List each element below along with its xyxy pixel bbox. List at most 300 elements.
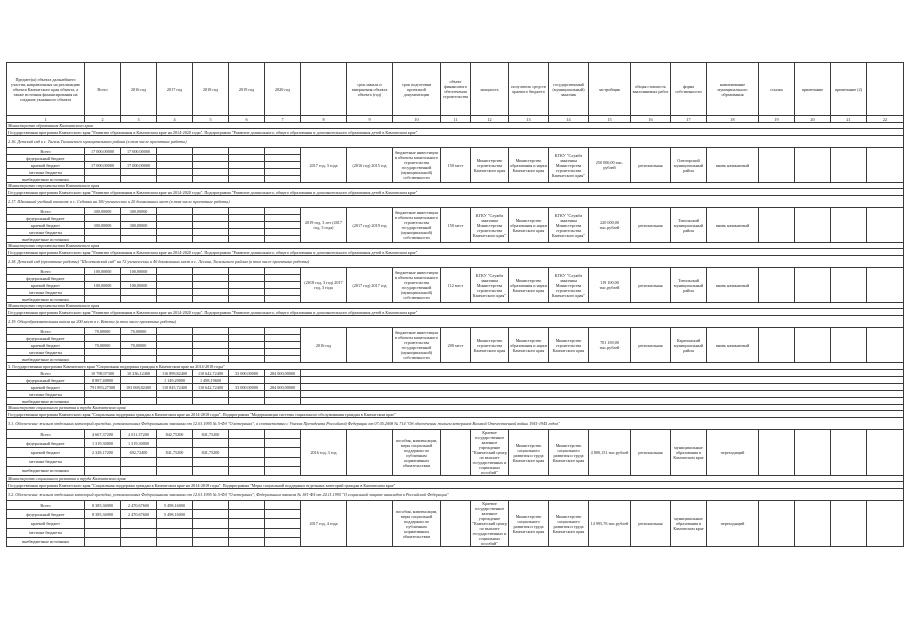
- recipient-cell: Краевое государственное казенное учреждение "Камчатский центр по выплате государственных и социальных пособий": [472, 430, 507, 475]
- finance-value: [265, 328, 301, 335]
- municipality-cell: Карагинский муниципальный район: [671, 328, 707, 363]
- finance-value: [157, 208, 193, 215]
- document-sheet: [6, 62, 899, 547]
- municipality-cell: Тигильский муниципальный район: [671, 208, 707, 243]
- empty-cell: [867, 268, 904, 303]
- object-row-text: 2.18. Детский сад (проектные работы) "Шелезновский сад" на 72 ученических и 40 дошкольных мест в с. Лесная, Тигильского района (в том числе проектные работы): [7, 256, 904, 268]
- col-header: получатель средств краевого бюджета: [509, 63, 549, 116]
- finance-value: [229, 519, 265, 528]
- finance-value: 100,00000: [85, 282, 121, 289]
- empty-cell: [759, 208, 795, 243]
- finance-value: 70,00000: [121, 342, 157, 349]
- finance-value: [265, 335, 301, 342]
- finance-value: [193, 215, 229, 222]
- finance-label: федеральный бюджет: [7, 335, 85, 342]
- program-row: [7, 189, 904, 196]
- finance-value: [229, 537, 265, 546]
- summary-value: [121, 391, 157, 398]
- cost-cell: 701 169,00 тыс.рублей: [589, 328, 631, 363]
- summary-label: краевой бюджет: [7, 384, 85, 391]
- finance-label: местные бюджеты: [7, 349, 85, 356]
- finance-value: [193, 162, 229, 169]
- summary-value: [85, 398, 121, 405]
- municipality-cell: Тигильский муниципальный район: [671, 268, 707, 303]
- finance-value: [265, 148, 301, 155]
- finance-value: [121, 537, 157, 546]
- finance-label: внебюджетные источники: [7, 296, 85, 303]
- summary-value: 791 893,27300: [85, 384, 121, 391]
- col-number: 18: [707, 116, 759, 123]
- finance-value: [229, 289, 265, 296]
- summary-row: [7, 391, 904, 398]
- finance-label: внебюджетные источники: [7, 236, 85, 243]
- col-header: ссылка: [759, 63, 795, 116]
- finance-value: [193, 148, 229, 155]
- ownership-cell: региональная: [631, 268, 671, 303]
- summary-row: [7, 384, 904, 391]
- finance-value: [85, 528, 121, 537]
- finance-value: [85, 289, 121, 296]
- finance-value: 4 667,37200: [85, 430, 121, 439]
- finance-value: [157, 335, 193, 342]
- finance-value: 300,00000: [85, 222, 121, 229]
- design-cell: [347, 430, 393, 476]
- object-row: [7, 136, 904, 148]
- finance-value: 17 000,00000: [121, 148, 157, 155]
- finance-value: [85, 215, 121, 222]
- col-header: [301, 63, 347, 116]
- finance-value: [121, 296, 157, 303]
- finance-value: [193, 349, 229, 356]
- finance-value: [229, 275, 265, 282]
- object-row-text: 3.1. Обеспечение жильем отдельных категорий граждан, установленных Федеральными законами от 12.01.1995 № 5-ФЗ "О ветеранах", в соответствии с Указом Президента Российской Федерации от 07.05.2008 № 714 "Об обеспечении жильем ветеранов Великой Отечественной войны 1941-1945 годов": [7, 418, 904, 430]
- finance-label: внебюджетные источники: [7, 356, 85, 363]
- col-number: 11: [441, 116, 471, 123]
- finance-value: [229, 528, 265, 537]
- finance-label: местные бюджеты: [7, 528, 85, 537]
- finance-value: [265, 356, 301, 363]
- col-number: 15: [589, 116, 631, 123]
- finance-value: [229, 282, 265, 289]
- col-header: 2019 год: [229, 63, 265, 116]
- finance-value: [193, 528, 229, 537]
- ownership-cell: региональная: [631, 501, 671, 547]
- finance-value: [229, 155, 265, 162]
- program-row-text: Государственная программа Камчатского края "Развитие образования в Камчатском крае на 2014-2020 годы". Подпрограмма "Развитие дошкольного, общего образования и дополнительного образования детей в Камчатском крае": [7, 249, 904, 256]
- finance-value: [229, 162, 265, 169]
- summary-value: [121, 398, 157, 405]
- finance-value: [229, 328, 265, 335]
- finance-value: 841,75200: [157, 448, 193, 457]
- program-row: [7, 249, 904, 256]
- finance-value: [85, 296, 121, 303]
- ownership-cell: региональная: [631, 208, 671, 243]
- summary-value: [265, 398, 301, 405]
- finance-value: [265, 448, 301, 457]
- finance-value: [121, 335, 157, 342]
- finance-value: [157, 169, 193, 176]
- finance-value: [157, 528, 193, 537]
- finance-value: [157, 356, 193, 363]
- summary-title-row: [7, 363, 904, 370]
- col-number: 9: [347, 116, 393, 123]
- finance-value: [193, 457, 229, 466]
- finance-value: [193, 510, 229, 519]
- design-cell: (2016 год) 2015 год: [347, 148, 393, 183]
- builder-cell: КГКУ "Служба заказчика Министерства строительства Камчатского края": [549, 208, 589, 243]
- finance-value: [229, 457, 265, 466]
- finance-value: [121, 236, 157, 243]
- col-header: мощность: [471, 63, 509, 116]
- ministry-row-text: Министерство социального развития и труда Камчатского края: [7, 476, 904, 482]
- col-number: 5: [193, 116, 229, 123]
- object-row: [7, 316, 904, 328]
- finance-label: краевой бюджет: [7, 519, 85, 528]
- finance-value: [193, 222, 229, 229]
- summary-value: 110 845,72400: [157, 384, 193, 391]
- finance-label: местные бюджеты: [7, 289, 85, 296]
- empty-cell: [759, 328, 795, 363]
- finance-value: [193, 268, 229, 275]
- program-row: [7, 411, 904, 418]
- cost-cell: 220 000,00 тыс.рублей: [589, 208, 631, 243]
- finance-value: [193, 229, 229, 236]
- finance-value: [265, 282, 301, 289]
- finance-value: [121, 215, 157, 222]
- finance-value: [229, 268, 265, 275]
- finance-value: [265, 162, 301, 169]
- finance-value: 1 319,30000: [121, 439, 157, 448]
- finance-value: [265, 176, 301, 183]
- summary-value: [265, 391, 301, 398]
- finance-value: [265, 275, 301, 282]
- finance-value: [193, 501, 229, 510]
- finance-row: [7, 268, 904, 275]
- summary-row: [7, 377, 904, 384]
- finance-value: [265, 349, 301, 356]
- finance-value: 8 385,36900: [85, 501, 121, 510]
- finance-value: [265, 342, 301, 349]
- term-cell: (2018 год, 3 год) 2017 год, 3 года: [301, 268, 347, 303]
- finance-value: [157, 282, 193, 289]
- finance-value: [85, 349, 121, 356]
- finance-value: [265, 215, 301, 222]
- finance-value: [121, 457, 157, 466]
- program-row-text: Государственная программа Камчатского края "Социальная поддержка граждан в Камчатском крае на 2014-2018 годы". Подпрограмма "Меры социальной поддержки отдельных категорий граждан в Камчатском крае": [7, 482, 904, 489]
- col-number: 10: [393, 116, 441, 123]
- col-number: 20: [795, 116, 831, 123]
- finance-value: 17 000,00000: [85, 148, 121, 155]
- recipient-cell: Министерство строительства Камчатского края: [471, 328, 509, 363]
- term-cell: 2017 год, 4 года: [301, 501, 347, 547]
- summary-value: 33 000,00000: [229, 384, 265, 391]
- finance-value: [193, 176, 229, 183]
- finance-value: 842,75200: [157, 430, 193, 439]
- finance-value: 17 000,00000: [121, 162, 157, 169]
- finance-row: [7, 328, 904, 335]
- finance-value: 100,00000: [85, 268, 121, 275]
- empty-cell: [867, 208, 904, 243]
- finance-value: [85, 155, 121, 162]
- summary-value: [85, 391, 121, 398]
- col-header: наименование муниципального образования: [707, 63, 759, 116]
- col-number: 16: [631, 116, 671, 123]
- builder-cell: КГКУ "Служба заказчика Министерства строительства Камчатского края": [549, 268, 589, 303]
- finance-value: [85, 275, 121, 282]
- design-cell: [347, 328, 393, 363]
- finance-label: федеральный бюджет: [7, 510, 85, 519]
- recipient-cell: КГКУ "Служба заказчика Министерства строительства Камчатского края": [471, 268, 509, 303]
- summary-value: 1 149,29000: [157, 377, 193, 384]
- ownership-cell: региональная: [631, 328, 671, 363]
- finance-value: [265, 169, 301, 176]
- finance-value: [229, 466, 265, 475]
- finance-value: [229, 356, 265, 363]
- note-cell: вновь начинаемый: [707, 208, 759, 243]
- finance-value: [85, 356, 121, 363]
- empty-cell: [301, 398, 904, 405]
- empty-cell: [795, 268, 831, 303]
- finance-value: [193, 169, 229, 176]
- customer-cell: Министерство образования и науки Камчатского края: [509, 328, 549, 363]
- finance-value: 2 328,17200: [85, 448, 121, 457]
- empty-cell: [831, 430, 867, 476]
- col-header: форма собственности: [671, 63, 707, 116]
- object-row: [7, 256, 904, 268]
- summary-value: [265, 377, 301, 384]
- col-header: общая стоимость выполняемых работ: [631, 63, 671, 116]
- col-number: 17: [671, 116, 707, 123]
- empty-cell: [759, 148, 795, 183]
- empty-cell: [795, 501, 831, 547]
- finance-value: [121, 289, 157, 296]
- note-cell: вновь начинаемый: [707, 268, 759, 303]
- col-header: 2018 год: [193, 63, 229, 116]
- summary-value: 1 498,19600: [193, 377, 229, 384]
- empty-cell: [867, 430, 904, 476]
- finance-value: [193, 296, 229, 303]
- finance-value: [229, 349, 265, 356]
- finance-value: 300,00000: [85, 208, 121, 215]
- finance-value: [121, 519, 157, 528]
- empty-cell: [795, 430, 831, 476]
- finance-value: 2 011,37200: [121, 430, 157, 439]
- ministry-row-text: Министерство строительства Камчатского края: [7, 183, 904, 189]
- funding-cell: пособия, компенсации, меры социальной поддержки по публичным нормативным обязательствам: [393, 430, 441, 476]
- summary-value: 110 642,72400: [193, 384, 229, 391]
- summary-label: федеральный бюджет: [7, 377, 85, 384]
- finance-label: краевой бюджет: [7, 162, 85, 169]
- finance-value: [193, 466, 229, 475]
- summary-value: [193, 391, 229, 398]
- finance-value: [193, 236, 229, 243]
- finance-value: [193, 439, 229, 448]
- finance-label: федеральный бюджет: [7, 439, 85, 448]
- finance-value: [85, 537, 121, 546]
- finance-value: 5 498,16000: [157, 510, 193, 519]
- finance-value: [229, 208, 265, 215]
- summary-value: 103 068,82400: [121, 384, 157, 391]
- finance-label: федеральный бюджет: [7, 275, 85, 282]
- summary-value: [121, 377, 157, 384]
- col-header: объект финансового обеспечения строительства: [441, 63, 471, 116]
- finance-value: [157, 162, 193, 169]
- term-cell: 2016 год: [301, 328, 347, 363]
- finance-row: [7, 501, 904, 510]
- finance-value: 692,72400: [121, 448, 157, 457]
- summary-label: Всего: [7, 370, 85, 377]
- finance-label: Всего: [7, 501, 85, 510]
- term-cell: 2016 год, 3 год: [301, 430, 347, 476]
- finance-value: [265, 268, 301, 275]
- col-header: [867, 63, 904, 116]
- funding-cell: бюджетные инвестиции в объекты капитального строительства государственной (муниципальной) собственности: [393, 208, 441, 243]
- note-cell: переходящий: [707, 501, 759, 547]
- summary-value: [193, 398, 229, 405]
- ministry-row-text: Министерство социального развития и труда Камчатского края: [7, 405, 904, 411]
- finance-label: внебюджетные источники: [7, 466, 85, 475]
- object-row: [7, 489, 904, 501]
- cost-cell: 4 800,151 тыс.рублей: [589, 430, 631, 476]
- finance-value: 2 470,67600: [121, 501, 157, 510]
- col-header: Предмет(ы) объекта дальнейшего участия, направленных на реализацию объекта Камчатского края объекта, а также источник финансирования на создание указанного объекта: [7, 63, 85, 116]
- program-row: [7, 482, 904, 489]
- customer-cell: Министерство социального развития и труда Камчатского края: [509, 430, 549, 476]
- finance-value: [265, 510, 301, 519]
- empty-cell: [831, 268, 867, 303]
- finance-value: 841,75200: [193, 430, 229, 439]
- finance-value: [85, 176, 121, 183]
- note-cell: вновь начинаемый: [707, 328, 759, 363]
- builder-cell: Министерство строительства Камчатского края: [549, 328, 589, 363]
- term-cell: 2017 год, 3 года: [301, 148, 347, 183]
- program-row: [7, 309, 904, 316]
- finance-label: Всего: [7, 268, 85, 275]
- finance-value: [157, 537, 193, 546]
- finance-value: [265, 430, 301, 439]
- municipality-cell: муниципальные образования в Камчатском крае: [671, 501, 707, 547]
- col-header: застройщик: [589, 63, 631, 116]
- object-row: [7, 196, 904, 208]
- ministry-row-text: Министерство образования Камчатского края: [7, 123, 904, 129]
- summary-row: [7, 370, 904, 377]
- finance-row: [7, 208, 904, 215]
- finance-value: [157, 268, 193, 275]
- finance-label: краевой бюджет: [7, 448, 85, 457]
- finance-value: 70,00000: [85, 328, 121, 335]
- ministry-row-text: Министерство строительства Камчатского края: [7, 243, 904, 249]
- finance-value: [229, 448, 265, 457]
- finance-value: [229, 148, 265, 155]
- funding-cell: бюджетные инвестиции в объекты капитального строительства государственной (муниципальной) собственности: [393, 148, 441, 183]
- empty-cell: [867, 501, 904, 547]
- finance-value: [265, 222, 301, 229]
- finance-value: [157, 289, 193, 296]
- finance-value: [121, 466, 157, 475]
- col-header: 2016 год: [121, 63, 157, 116]
- summary-label: внебюджетные источники: [7, 398, 85, 405]
- municipality-cell: Олюторский муниципальный район: [671, 148, 707, 183]
- finance-value: [229, 342, 265, 349]
- design-cell: [347, 501, 393, 547]
- summary-value: [229, 398, 265, 405]
- finance-value: [157, 466, 193, 475]
- investment-table: [6, 62, 904, 547]
- summary-value: [229, 391, 265, 398]
- col-number: 12: [471, 116, 509, 123]
- col-number: 22: [867, 116, 904, 123]
- summary-value: 116 899,82400: [157, 370, 193, 377]
- finance-value: [265, 439, 301, 448]
- object-row-text: 2.17. Школьный учебный комплекс в с. Седанка на 100 ученических и 20 дошкольных мест (в том числе проектные работы): [7, 196, 904, 208]
- funding-cell: пособия, компенсации, меры социальной поддержки по публичным нормативным обязательствам: [393, 501, 441, 547]
- col-header: примечание: [795, 63, 831, 116]
- finance-label: Всего: [7, 148, 85, 155]
- program-row-text: Государственная программа Камчатского края "Развитие образования в Камчатском крае на 2014-2020 годы". Подпрограмма "Развитие дошкольного, общего образования и дополнительного образования детей в Камчатском крае": [7, 129, 904, 136]
- empty-cell: [759, 268, 795, 303]
- finance-value: [229, 335, 265, 342]
- builder-cell: Министерство социального развития и труда Камчатского края: [549, 430, 589, 476]
- finance-value: [85, 335, 121, 342]
- empty-cell: [759, 430, 795, 476]
- col-header: срок подготовки проектной документации: [393, 63, 441, 116]
- finance-value: [265, 528, 301, 537]
- capacity-cell: [441, 501, 471, 547]
- finance-value: [265, 289, 301, 296]
- finance-value: 17 000,00000: [85, 162, 121, 169]
- builder-cell: Министерство социального развития и труда Камчатского края: [549, 501, 589, 547]
- finance-label: федеральный бюджет: [7, 215, 85, 222]
- note-cell: переходящий: [707, 430, 759, 476]
- term-cell: 2019 год, 3 лет (2017 год, 3 года): [301, 208, 347, 243]
- cost-cell: 119 100,00 тыс.рублей: [589, 268, 631, 303]
- finance-label: внебюджетные источники: [7, 176, 85, 183]
- finance-value: [157, 457, 193, 466]
- summary-value: 10 798,97300: [85, 370, 121, 377]
- empty-cell: [831, 501, 867, 547]
- finance-value: [265, 501, 301, 510]
- col-number: 13: [509, 116, 549, 123]
- finance-value: 8 385,36900: [85, 510, 121, 519]
- empty-cell: [795, 208, 831, 243]
- recipient-cell: Краевое государственное казенное учреждение "Камчатский центр по выплате государственных и социальных пособий": [472, 501, 507, 546]
- finance-value: [157, 236, 193, 243]
- col-number: 4: [157, 116, 193, 123]
- finance-value: 841,75200: [193, 448, 229, 457]
- empty-cell: [301, 391, 904, 398]
- finance-value: [193, 208, 229, 215]
- summary-value: 284 000,00000: [265, 384, 301, 391]
- capacity-cell: 150 мест: [441, 148, 471, 183]
- finance-value: [265, 466, 301, 475]
- program-row-text: Государственная программа Камчатского края "Социальная поддержка граждан в Камчатском крае на 2014-2018 годы". Подпрограмма "Модернизация системы социального обслуживания граждан в Камчатском крае": [7, 411, 904, 418]
- finance-value: [121, 176, 157, 183]
- finance-value: [85, 229, 121, 236]
- finance-value: [229, 169, 265, 176]
- finance-label: федеральный бюджет: [7, 155, 85, 162]
- finance-label: Всего: [7, 208, 85, 215]
- ownership-cell: региональная: [631, 430, 671, 476]
- capacity-cell: [441, 430, 471, 476]
- finance-value: 2 470,67600: [121, 510, 157, 519]
- finance-value: 5 498,16000: [157, 501, 193, 510]
- summary-value: 10 236,12400: [121, 370, 157, 377]
- program-row-text: Государственная программа Камчатского края "Развитие образования в Камчатском крае на 2014-2020 годы". Подпрограмма "Развитие дошкольного, общего образования и дополнительного образования детей в Камчатском крае": [7, 189, 904, 196]
- note-cell: вновь начинаемый: [707, 148, 759, 183]
- empty-cell: [301, 370, 904, 377]
- finance-value: [157, 349, 193, 356]
- finance-label: краевой бюджет: [7, 282, 85, 289]
